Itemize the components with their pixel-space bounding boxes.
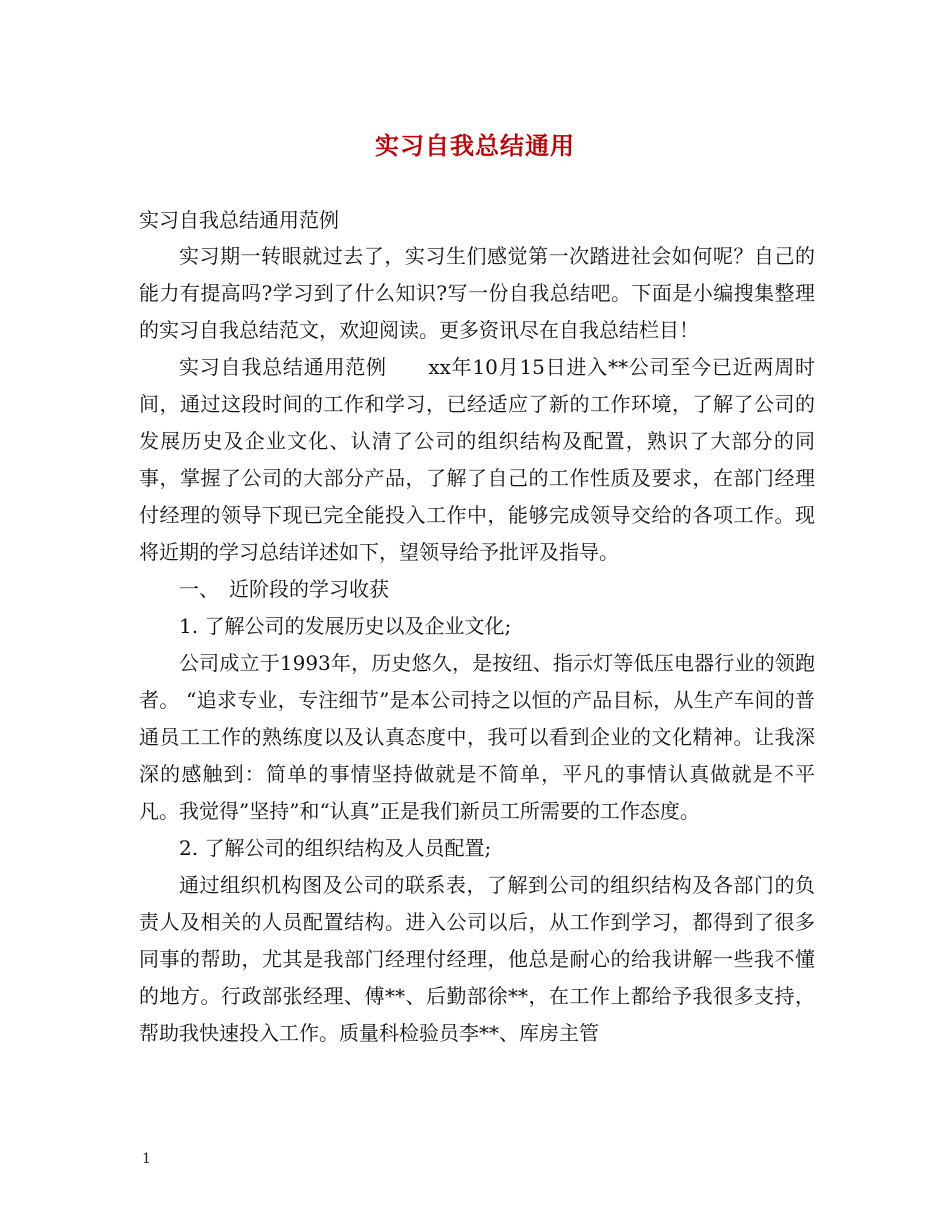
paragraph-organization: 通过组织机构图及公司的联系表，了解到公司的组织结构及各部门的负责人及相关的人员配置结构。进入公司以后，从工作到学习，都得到了很多同事的帮助，尤其是我部门经理付经理，他总是耐心的给我讲解一些我不懂的地方。行政部张经理、傅**、后勤部徐**，在工作上都给予我很多支持，帮助我快速投入工作。质量科检验员李**、库房主管 [139, 873, 815, 1045]
item-heading-organization: 2. 了解公司的组织结构及人员配置; [179, 836, 492, 860]
paragraph-opening: 实习自我总结通用范例 xx年10月15日进入**公司至今已近两周时间，通过这段时间的工作和学习，已经适应了新的工作环境，了解了公司的发展历史及企业文化、认清了公司的组织结构及配置，熟识了大部分的同事，掌握了公司的大部分产品，了解了自己的工作性质及要求，在部门经理付经理的领导下现已完全能投入工作中，能够完成领导交给的各项工作。现将近期的学习总结详述如下，望领导给予批评及指导。 [139, 355, 815, 564]
item-heading-company-history: 1. 了解公司的发展历史以及企业文化; [179, 614, 512, 638]
document-subtitle: 实习自我总结通用范例 [139, 208, 339, 232]
section-heading-learning-gains: 一、 近阶段的学习收获 [179, 577, 389, 601]
document-title: 实习自我总结通用 [375, 132, 575, 160]
document-body [139, 238, 815, 1052]
paragraph-company-history: 公司成立于1993年，历史悠久，是按纽、指示灯等低压电器行业的领跑者。 “追求专业，专注细节”是本公司持之以恒的产品目标，从生产车间的普通员工工作的熟练度以及认真态度中，我可以看到企业的文化精神。让我深深的感触到：简单的事情坚持做就是不简单，平凡的事情认真做就是不平凡。我觉得”坚持”和“认真”正是我们新员工所需要的工作态度。 [139, 651, 815, 823]
paragraph-intro: 实习期一转眼就过去了，实习生们感觉第一次踏进社会如何呢？自己的能力有提高吗?学习到了什么知识?写一份自我总结吧。下面是小编搜集整理的实习自我总结范文，欢迎阅读。更多资讯尽在自我总结栏目！ [139, 244, 815, 342]
page-number: 1 [142, 1151, 151, 1167]
